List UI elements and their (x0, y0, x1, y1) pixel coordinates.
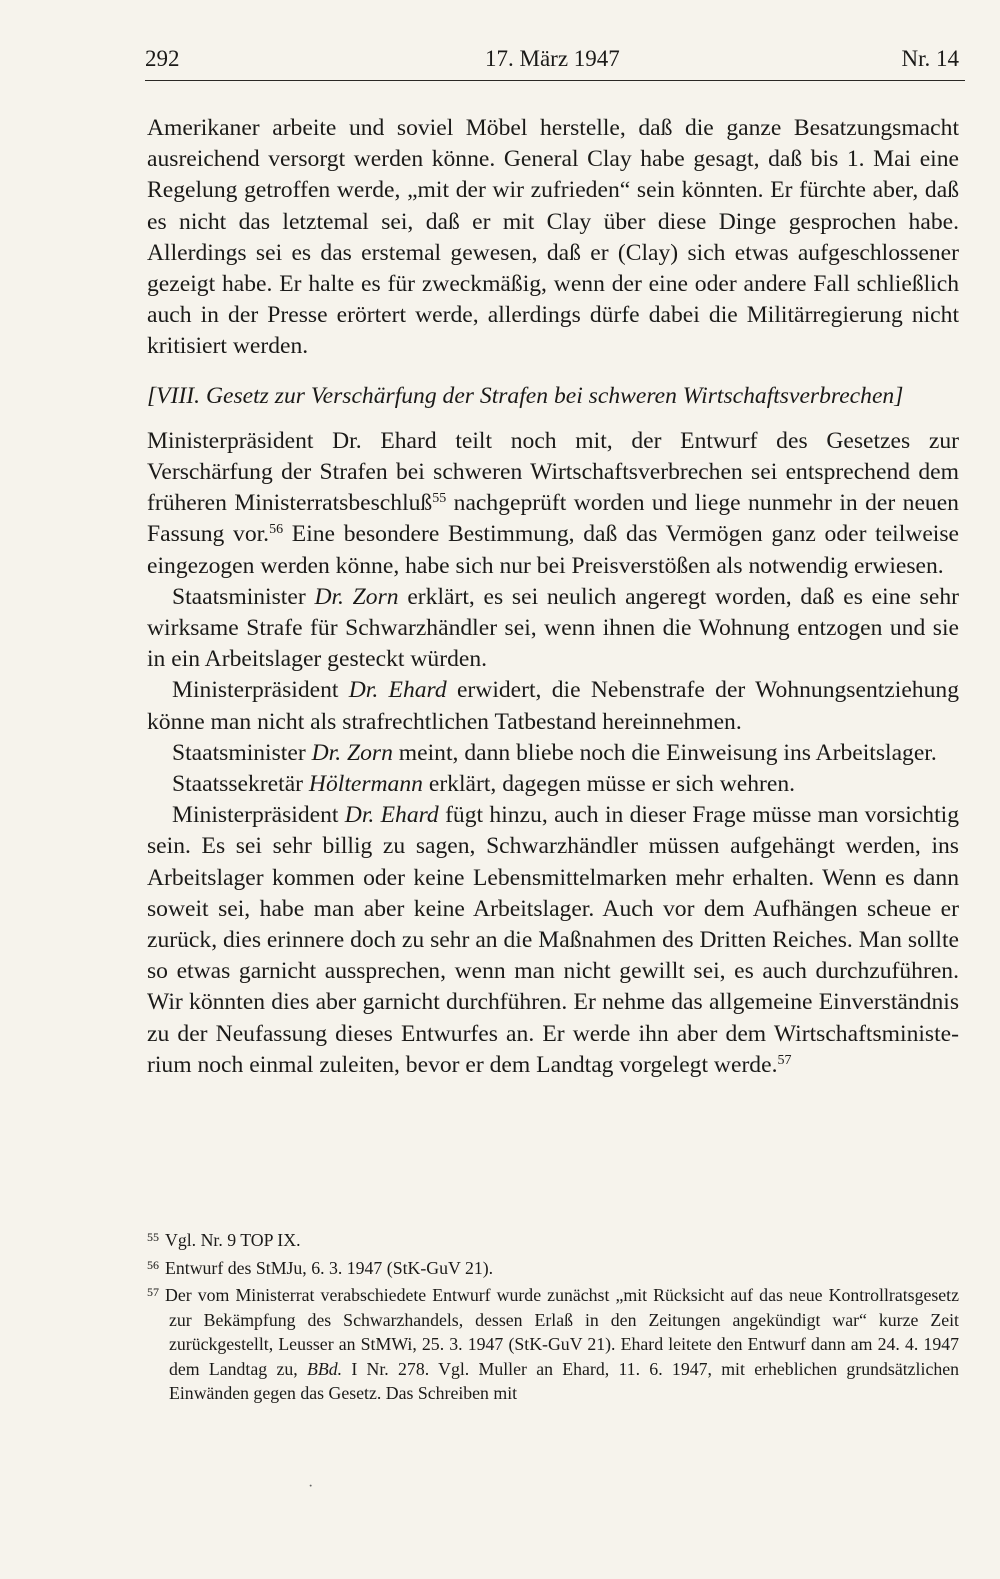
paragraph-2-text-b: nachgeprüft worden und liege nunmehr in der neuen Fassung vor. (147, 490, 959, 548)
paragraph-1: Amerikaner arbeite und soviel Möbel herstelle, daß die ganze Besatzungsmacht ausreichend versorgt werden könne. General Clay habe gesagt, daß bis 1. Mai eine Regelung getroffen werde, „mit der wir zufrieden“ sein könnten. Er fürchte aber, daß es nicht das letztemal sei, daß er mit Clay über diese Dinge gesprochen habe. Allerdings sei es das erstemal gewesen, daß er (Clay) sich etwas aufgeschlossener gezeigt habe. Er halte es für zweckmäßig, wenn der eine oder andere Fall schließlich auch in der Presse erörtert werde, allerdings dürfe dabei die Militärregierung nicht kritisiert werden. (147, 115, 959, 360)
footnote-citation: BBd. (306, 1358, 343, 1379)
header-date: 17. März 1947 (485, 46, 620, 71)
paragraph-7 (147, 800, 959, 1081)
speaker-title: Ministerpräsident (172, 677, 349, 704)
footnote-number: 57 (147, 1285, 159, 1299)
footnote-55 (147, 1225, 959, 1253)
footnote-57 (147, 1280, 959, 1406)
paragraph-3 (147, 582, 959, 676)
footnote-ref-56[interactable]: 56 (269, 522, 284, 538)
footnote-56 (147, 1253, 959, 1281)
page-number: 292 (145, 46, 180, 71)
speaker-title: Staatssekretär (172, 771, 309, 798)
speaker-title: Staatsminister (172, 583, 315, 610)
running-header (145, 44, 965, 81)
paragraph-3-text: erklärt, es sei neulich angeregt worden, daß es eine sehr wirksame Strafe für Schwarzhändler sei, wenn ihnen die Wohnung entzogen und sie in ein Arbeitslager gesteckt würden. (147, 583, 959, 673)
paragraph-2-text-c: Eine besondere Bestimmung, daß das Vermögen ganz oder teilweise eingezogen werden könne, habe sich nur bei Preisverstößen als notwendig erwiesen. (147, 521, 959, 579)
speaker-title: Staatsminister (172, 739, 312, 766)
footnote-number: 55 (147, 1230, 159, 1244)
main-text (147, 113, 959, 1081)
footnote-text-b: I Nr. 278. Vgl. Muller an Ehard, 11. 6. 1947, mit erheblichen grundsätzlichen Einwänden gegen das Gesetz. Das Schreiben mit (169, 1358, 960, 1403)
footnote-ref-57[interactable]: 57 (777, 1052, 792, 1068)
paragraph-2 (147, 426, 959, 582)
footnote-ref-55[interactable]: 55 (432, 491, 447, 507)
speaker-name: Höltermann (308, 771, 423, 798)
stray-mark: · (308, 1478, 314, 1495)
speaker-name: Dr. Zorn (311, 739, 393, 766)
speaker-name: Dr. Ehard (344, 802, 439, 829)
footnote-text: Entwurf des StMJu, 6. 3. 1947 (StK-GuV 21). (165, 1257, 494, 1278)
paragraph-4 (147, 675, 959, 737)
speaker-name: Dr. Zorn (314, 583, 399, 610)
paragraph-7-text: fügt hinzu, auch in dieser Frage müsse man vorsichtig sein. Es sei sehr billig zu sagen, Schwarzhändler müssen aufgehängt werden, ins Arbeitslager kommen oder keine Lebensmittelmarken mehr erhalten. Wenn es dann soweit sei, habe man aber keine Arbeitslager. Auch vor dem Aufhängen scheue er zurück, dies erinnere doch zu sehr an die Maßnahmen des Dritten Reiches. Man sollte so etwas garnicht aussprechen, wenn man nicht gewillt sei, es auch durchzuführen. Wir könnten dies aber garnicht durchführen. Er nehme das allgemeine Einverständnis zu der Neufassung dieses Entwurfes an. Er werde ihn aber dem Wirtschaftsministerium noch einmal zuleiten, bevor er dem Landtag vorgelegt werde. (147, 802, 959, 1078)
paragraph-4-text: erwidert, die Nebenstrafe der Wohnungsentziehung könne man nicht als strafrechtlichen Tatbestand hereinnehmen. (147, 677, 959, 735)
speaker-name: Dr. Ehard (348, 677, 447, 704)
footnote-number: 56 (147, 1257, 159, 1272)
footnote-text-a: Der vom Ministerrat verabschiedete Entwurf wurde zunächst „mit Rücksicht auf das neue Kontrollratsgesetz zur Bekämpfung des Schwarzhandels, dessen Erlaß in den Zeitungen angekündigt war“ kurze Zeit zurückgestellt, Leusser an StMWi, 25. 3. 1947 (StK-GuV 21). Ehard leitete den Entwurf dann am 24. 4. 1947 dem Landtag zu, (165, 1285, 959, 1379)
paragraph-5 (147, 738, 959, 769)
paragraph-5-text: meint, dann bliebe noch die Einweisung ins Arbeitslager. (392, 739, 937, 766)
section-heading: [VIII. Gesetz zur Verschärfung der Strafen bei schweren Wirtschaftsverbrechen] (147, 382, 904, 409)
paragraph-6 (147, 769, 959, 800)
paragraph-2-text-a: Ministerpräsident Dr. Ehard teilt noch mit, der Entwurf des Gesetzes zur Verschärfung der Strafen bei schweren Wirtschaftsverbrechen sei entsprechend dem früheren Ministerratsbeschluß (147, 427, 959, 517)
footnote-text: Vgl. Nr. 9 TOP IX. (165, 1230, 301, 1250)
speaker-title: Ministerpräsident (172, 802, 345, 829)
footnotes (147, 1225, 959, 1406)
document-number: Nr. 14 (901, 46, 959, 71)
paragraph-6-text: erklärt, dagegen müsse er sich wehren. (422, 771, 796, 798)
